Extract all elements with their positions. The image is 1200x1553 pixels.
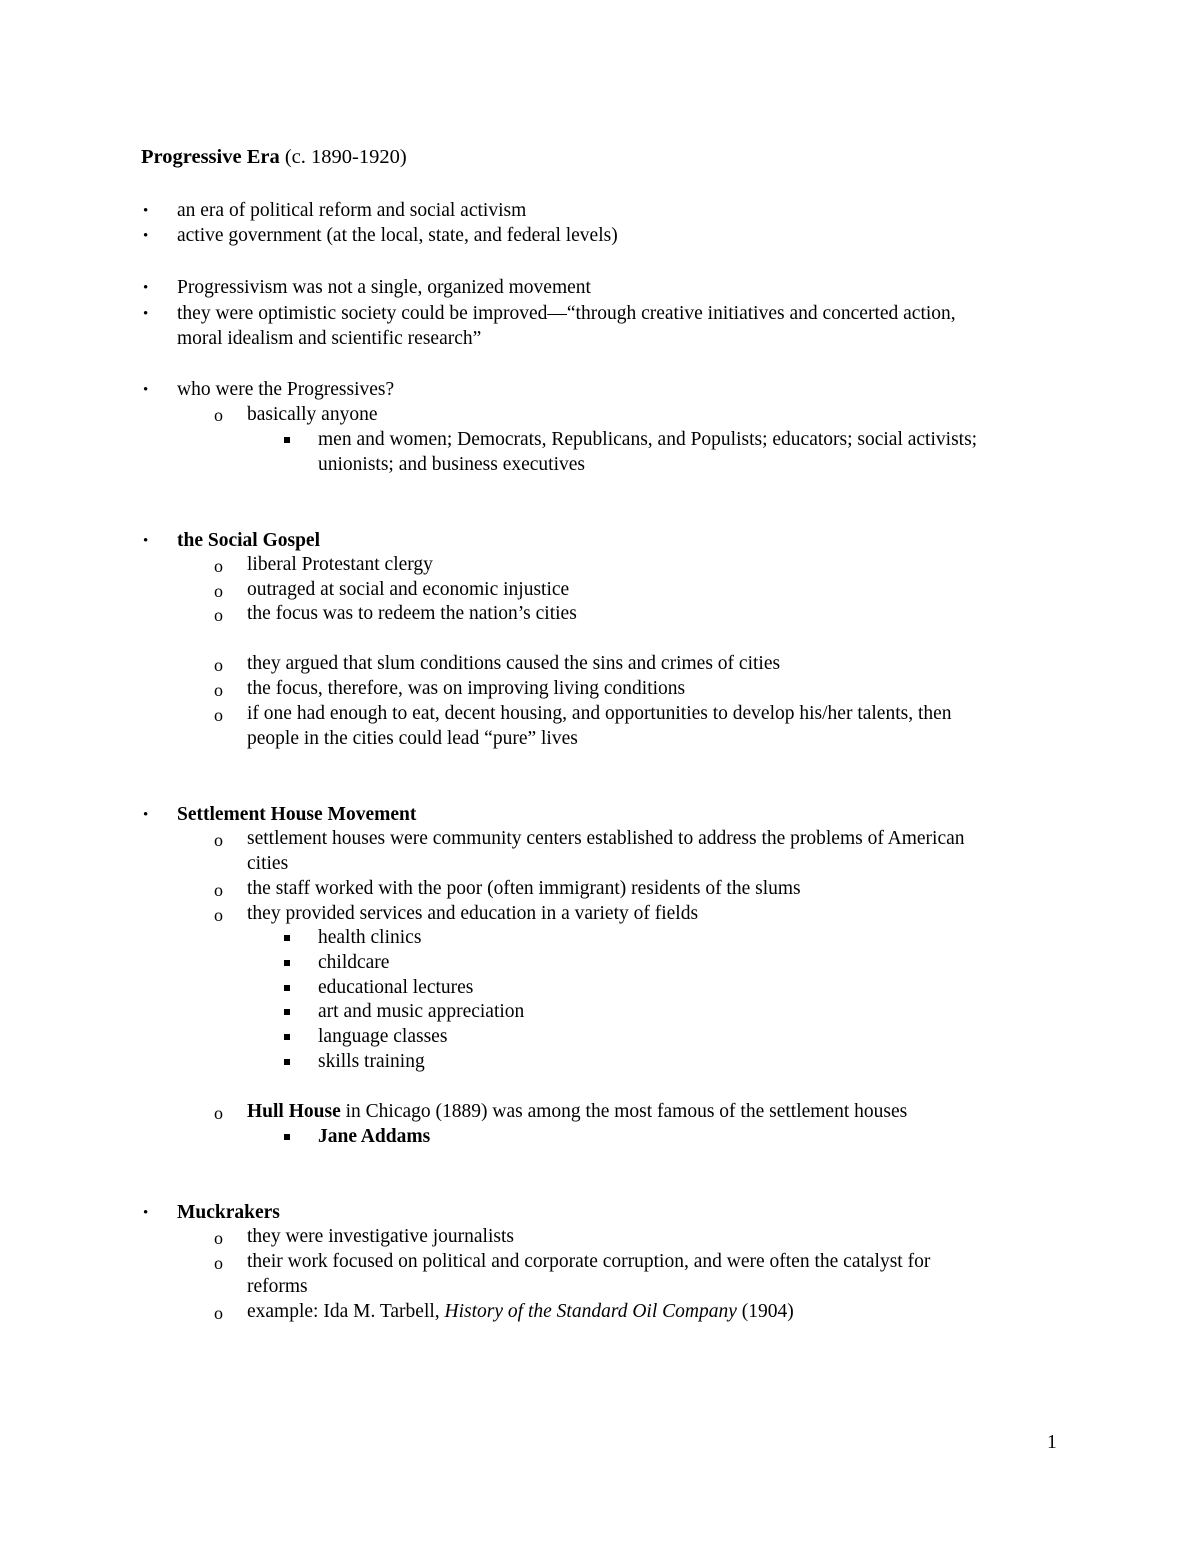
muckrakers-item: their work focused on political and corporate corruption, and were often the catalyst for (247, 1251, 931, 1272)
bullet-disc-icon: • (143, 382, 149, 398)
example-prefix: example: Ida M. Tarbell, (247, 1301, 445, 1322)
hull-house-description: in Chicago (1889) was among the most famous of the settlement houses (340, 1101, 908, 1122)
bullet-square-icon (284, 935, 290, 941)
bullet-square-icon (284, 1034, 290, 1040)
bullet-circle-icon: o (214, 405, 223, 425)
service-item: art and music appreciation (318, 1001, 525, 1022)
settlement-item: settlement houses were community centers established to address the problems of American (247, 828, 965, 849)
social-gospel-heading: the Social Gospel (177, 530, 321, 551)
settlement-item: the staff worked with the poor (often immigrant) residents of the slums (247, 878, 801, 899)
jane-addams: Jane Addams (318, 1126, 431, 1147)
muckrakers-item: they were investigative journalists (247, 1226, 514, 1247)
muckrakers-heading: Muckrakers (177, 1202, 280, 1223)
who-question: who were the Progressives? (177, 379, 395, 400)
service-item: skills training (318, 1051, 425, 1072)
bullet-disc-icon: • (143, 280, 149, 296)
hull-house-item (247, 1100, 907, 1124)
bullet-square-icon (284, 960, 290, 966)
bullet-circle-icon: o (214, 905, 223, 925)
bullet-disc-icon: • (143, 533, 149, 549)
title-date-range: (c. 1890-1920) (279, 146, 407, 168)
bullet-circle-icon: o (214, 880, 223, 900)
bullet-disc-icon: • (143, 228, 149, 244)
hull-house-name: Hull House (247, 1101, 341, 1122)
settlement-heading: Settlement House Movement (177, 804, 417, 825)
bullet-circle-icon: o (214, 1253, 223, 1273)
example-year: (1904) (736, 1301, 794, 1322)
service-item: childcare (318, 952, 390, 973)
example-book-title: History of the Standard Oil Company (444, 1301, 737, 1322)
movement-item: Progressivism was not a single, organized movement (177, 277, 591, 298)
muckrakers-example (247, 1300, 794, 1324)
service-item: educational lectures (318, 977, 474, 998)
social-gospel-item: they argued that slum conditions caused the sins and crimes of cities (247, 653, 781, 674)
social-gospel-item: if one had enough to eat, decent housing, and opportunities to develop his/her talents, then (247, 703, 952, 724)
bullet-circle-icon: o (214, 1103, 223, 1123)
who-detail: men and women; Democrats, Republicans, and Populists; educators; social activists; (318, 429, 978, 450)
bullet-square-icon (284, 1059, 290, 1065)
social-gospel-item: outraged at social and economic injustice (247, 579, 570, 600)
who-answer: basically anyone (247, 404, 378, 425)
bullet-circle-icon: o (214, 655, 223, 675)
movement-item: they were optimistic society could be improved—“through creative initiatives and concerted action, (177, 303, 956, 324)
movement-item-continued: moral idealism and scientific research” (177, 328, 482, 349)
bullet-square-icon (284, 437, 290, 443)
page-title (141, 146, 407, 169)
settlement-item: they provided services and education in a variety of fields (247, 903, 699, 924)
social-gospel-item: liberal Protestant clergy (247, 554, 433, 575)
bullet-circle-icon: o (214, 1228, 223, 1248)
bullet-disc-icon: • (143, 807, 149, 823)
settlement-item-continued: cities (247, 853, 289, 874)
intro-item: active government (at the local, state, and federal levels) (177, 225, 618, 246)
bullet-circle-icon: o (214, 830, 223, 850)
service-item: health clinics (318, 927, 422, 948)
bullet-disc-icon: • (143, 1205, 149, 1221)
social-gospel-item-continued: people in the cities could lead “pure” lives (247, 728, 578, 749)
bullet-disc-icon: • (143, 203, 149, 219)
bullet-square-icon (284, 985, 290, 991)
service-item: language classes (318, 1026, 448, 1047)
bullet-square-icon (284, 1134, 290, 1140)
bullet-circle-icon: o (214, 605, 223, 625)
bullet-circle-icon: o (214, 705, 223, 725)
bullet-square-icon (284, 1009, 290, 1015)
who-detail-continued: unionists; and business executives (318, 454, 586, 475)
bullet-disc-icon: • (143, 306, 149, 322)
bullet-circle-icon: o (214, 556, 223, 576)
bullet-circle-icon: o (214, 680, 223, 700)
social-gospel-item: the focus was to redeem the nation’s cities (247, 603, 577, 624)
social-gospel-item: the focus, therefore, was on improving living conditions (247, 678, 686, 699)
muckrakers-item-continued: reforms (247, 1276, 308, 1297)
title-bold: Progressive Era (141, 146, 280, 168)
intro-item: an era of political reform and social activism (177, 200, 527, 221)
bullet-circle-icon: o (214, 1303, 223, 1323)
page-number: 1 (1047, 1432, 1057, 1453)
bullet-circle-icon: o (214, 581, 223, 601)
